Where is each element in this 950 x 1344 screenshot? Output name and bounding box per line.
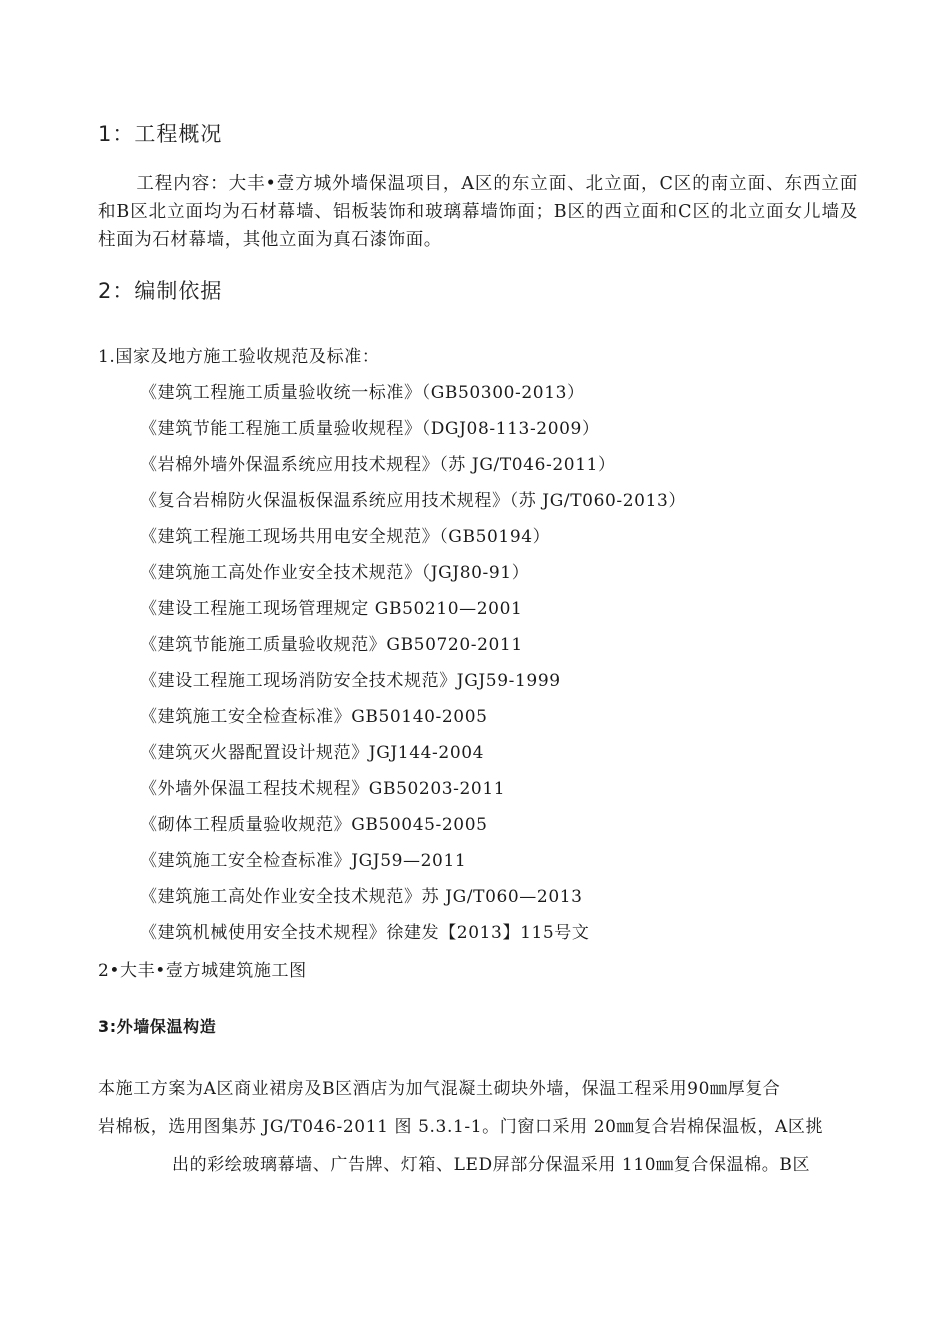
standard-item: 《建筑节能工程施工质量验收规程》（DGJ08-113-2009） (140, 419, 600, 439)
standard-item: 《岩棉外墙外保温系统应用技术规程》（苏 JG/T046-2011） (140, 455, 616, 475)
section-1-heading: 1：工程概况 (98, 122, 223, 146)
standard-item: 《建筑机械使用安全技术规程》徐建发【2013】115号文 (140, 923, 590, 943)
section-3-line: 岩棉板，选用图集苏 JG/T046-2011 图 5.3.1-1。门窗口采用 20㎜复合岩棉保温板，A区挑 (98, 1117, 824, 1137)
standard-item: 《建筑灭火器配置设计规范》JGJ144-2004 (140, 743, 485, 763)
standards-list-title: 1.国家及地方施工验收规范及标准： (98, 347, 380, 367)
section-3-heading: 3:外墙保温构造 (98, 1017, 217, 1036)
standard-item: 《建筑施工高处作业安全技术规范》苏 JG/T060—2013 (140, 887, 583, 907)
standard-item: 《建筑节能施工质量验收规范》GB50720-2011 (140, 635, 523, 655)
section-3-line: 本施工方案为A区商业裙房及B区酒店为加气混凝土砌块外墙，保温工程采用90㎜厚复合 (98, 1079, 781, 1099)
standard-item: 《外墙外保温工程技术规程》GB50203-2011 (140, 779, 506, 799)
standard-item: 《砌体工程质量验收规范》GB50045-2005 (140, 815, 488, 835)
drawings-reference: 2•大丰•壹方城建筑施工图 (98, 961, 307, 981)
standard-item: 《建筑工程施工质量验收统一标准》（GB50300-2013） (140, 383, 585, 403)
standard-item: 《建筑工程施工现场共用电安全规范》（GB50194） (140, 527, 551, 547)
standard-item: 《建筑施工安全检查标准》JGJ59—2011 (140, 851, 467, 871)
section-3-line: 出的彩绘玻璃幕墙、广告牌、灯箱、LED屏部分保温采用 110㎜复合保温棉。B区 (172, 1155, 811, 1175)
standard-item: 《建设工程施工现场管理规定 GB50210—2001 (140, 599, 523, 619)
standard-item: 《建筑施工安全检查标准》GB50140-2005 (140, 707, 488, 727)
standard-item: 《建设工程施工现场消防安全技术规范》JGJ59-1999 (140, 671, 561, 691)
section-1-paragraph (98, 170, 858, 254)
section-2-heading: 2：编制依据 (98, 279, 223, 303)
section-1-paragraph-text: 工程内容：大丰•壹方城外墙保温项目，A区的东立面、北立面，C区的南立面、东西立面和B区北立面均为石材幕墙、铝板装饰和玻璃幕墙饰面；B区的西立面和C区的北立面女儿墙及柱面为石材幕墙，其他立面为真石漆饰面。 (98, 174, 858, 250)
standard-item: 《复合岩棉防火保温板保温系统应用技术规程》（苏 JG/T060-2013） (140, 491, 687, 511)
standard-item: 《建筑施工高处作业安全技术规范》（JGJ80-91） (140, 563, 530, 583)
